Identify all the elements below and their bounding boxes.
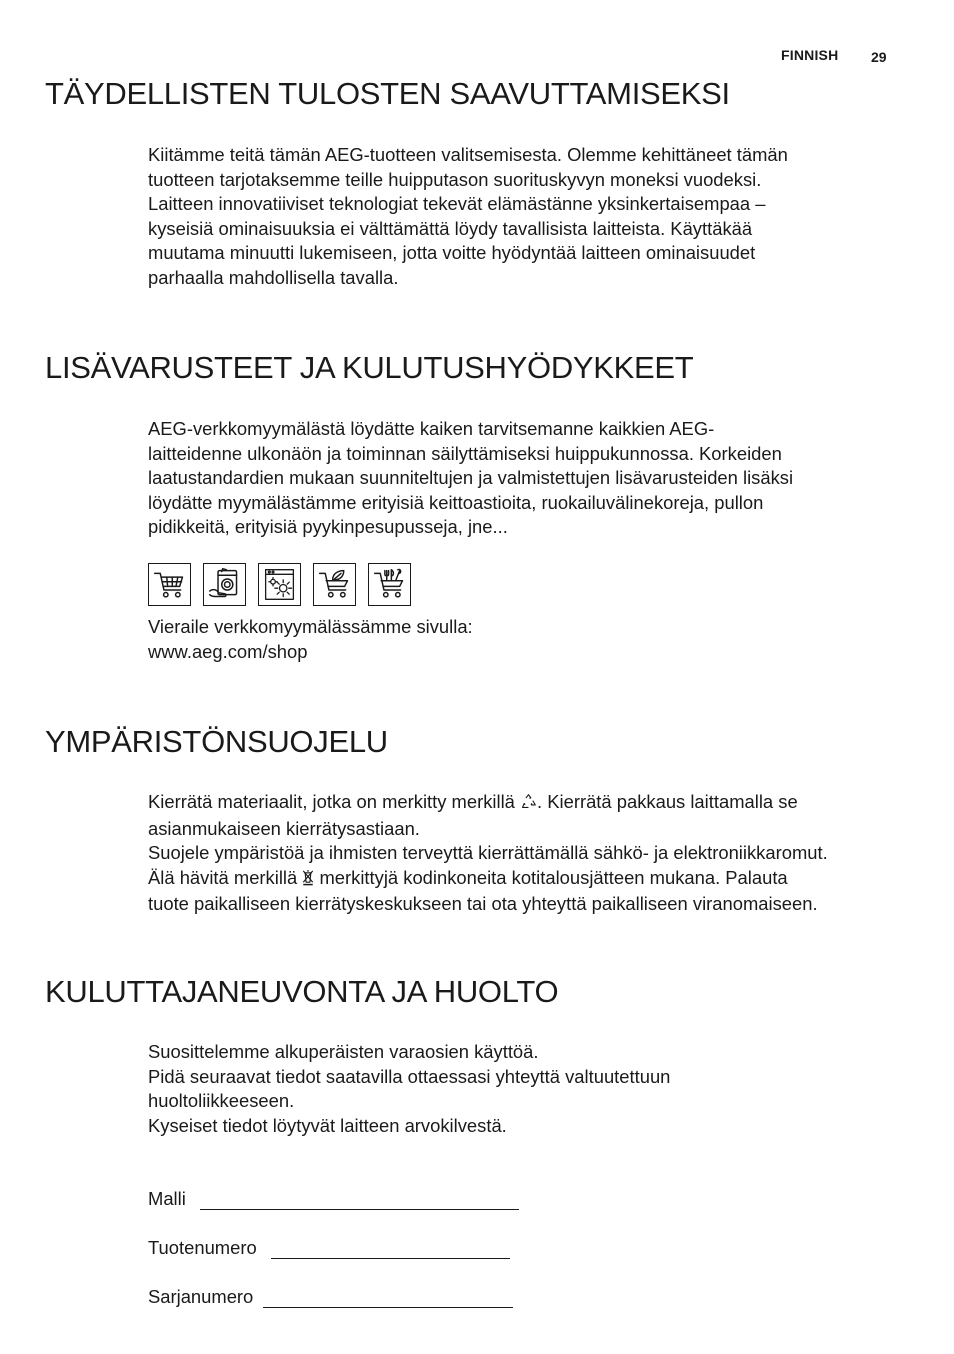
- service-paragraph: [148, 1040, 908, 1138]
- text-fragment: . Kierrätä pakkaus laittamalla se: [537, 791, 798, 812]
- paragraph-line: muutama minuutti lukemiseen, jotta voitte hyödyntää laitteen ominaisuudet: [148, 242, 756, 263]
- section-title-results: TÄYDELLISTEN TULOSTEN SAAVUTTAMISEKSI: [45, 76, 730, 111]
- visit-label: Vieraile verkkomyymälässämme sivulla:: [148, 616, 473, 637]
- page-number: 29: [871, 49, 887, 65]
- model-field: [148, 1188, 519, 1210]
- environment-paragraph: [148, 790, 908, 917]
- paragraph-line: löydätte myymälästämme erityisiä keittoastioita, ruokailuvälinekoreja, pullon: [148, 491, 764, 513]
- shop-icon-row: [148, 563, 411, 609]
- shop-url-link[interactable]: www.aeg.com/shop: [148, 640, 308, 662]
- paragraph-line: Laitteen innovatiiviset teknologiat tekevät elämästänne yksinkertaisempaa –: [148, 193, 766, 214]
- paragraph-line: laitteidenne ulkonäön ja toiminnan säilyttämiseksi huippukunnossa. Korkeiden: [148, 442, 782, 464]
- paragraph-line: parhaalla mahdollisella tavalla.: [148, 266, 399, 288]
- accessories-paragraph: [148, 417, 908, 540]
- gear-cleaning-icon: [258, 563, 301, 606]
- washing-machine-hand-icon: [203, 563, 246, 606]
- section-title-accessories: LISÄVARUSTEET JA KULUTUSHYÖDYKKEET: [45, 350, 694, 385]
- paragraph-line: Pidä seuraavat tiedot saatavilla ottaessasi yhteyttä valtuutettuun: [148, 1065, 671, 1087]
- paragraph-line: kyseisiä ominaisuuksia ei välttämättä löydy tavallisista laitteista. Käyttäkää: [148, 217, 753, 239]
- product-number-label: Tuotenumero: [148, 1237, 257, 1258]
- crossed-bin-icon: [302, 868, 314, 893]
- paragraph-line: tuotteen tarjotaksemme teille huipputason suorituskyvyn moneksi vuodeksi.: [148, 168, 762, 190]
- cart-utensils-icon: [368, 563, 411, 606]
- text-fragment: Kierrätä materiaalit, jotka on merkitty merkillä: [148, 791, 521, 812]
- shopping-cart-icon: [148, 563, 191, 606]
- section-title-environment: YMPÄRISTÖNSUOJELU: [45, 724, 388, 759]
- paragraph-line: huoltoliikkeeseen.: [148, 1090, 295, 1111]
- language-label: FINNISH: [781, 47, 839, 63]
- intro-paragraph: [148, 143, 908, 290]
- paragraph-line: Suojele ympäristöä ja ihmisten terveyttä kierrättämällä sähkö- ja elektroniikkaromut.: [148, 842, 828, 863]
- paragraph-line: Suosittelemme alkuperäisten varaosien käyttöä.: [148, 1041, 539, 1062]
- paragraph-line: [148, 866, 908, 893]
- shop-visit-text: [148, 615, 908, 664]
- paragraph-line: [148, 790, 908, 817]
- model-label: Malli: [148, 1188, 186, 1209]
- paragraph-line: Kyseiset tiedot löytyvät laitteen arvokilvestä.: [148, 1114, 507, 1136]
- paragraph-line: laatustandardien mukaan suunniteltujen ja valmistettujen lisävarusteiden lisäksi: [148, 467, 794, 488]
- model-blank-line: [200, 1189, 519, 1210]
- cart-leaf-icon: [313, 563, 356, 606]
- product-number-blank-line: [271, 1238, 510, 1259]
- text-fragment: Älä hävitä merkillä: [148, 866, 303, 888]
- serial-number-field: [148, 1286, 513, 1308]
- product-number-field: [148, 1237, 510, 1259]
- serial-number-label: Sarjanumero: [148, 1286, 254, 1307]
- recycle-icon: [520, 792, 537, 817]
- paragraph-line: pidikkeitä, erityisiä pyykinpesupusseja, jne...: [148, 516, 508, 537]
- text-fragment: merkittyjä kodinkoneita kotitalousjätteen mukana. Palauta: [314, 866, 788, 888]
- paragraph-line: tuote paikalliseen kierrätyskeskukseen tai ota yhteyttä paikalliseen viranomaiseen.: [148, 893, 818, 914]
- paragraph-line: AEG-verkkomyymälästä löydätte kaiken tarvitsemanne kaikkien AEG-: [148, 418, 715, 439]
- section-title-service: KULUTTAJANEUVONTA JA HUOLTO: [45, 974, 559, 1009]
- paragraph-line: asianmukaiseen kierrätysastiaan.: [148, 817, 420, 839]
- serial-number-blank-line: [263, 1287, 513, 1308]
- paragraph-line: Kiitämme teitä tämän AEG-tuotteen valitsemisesta. Olemme kehittäneet tämän: [148, 144, 788, 165]
